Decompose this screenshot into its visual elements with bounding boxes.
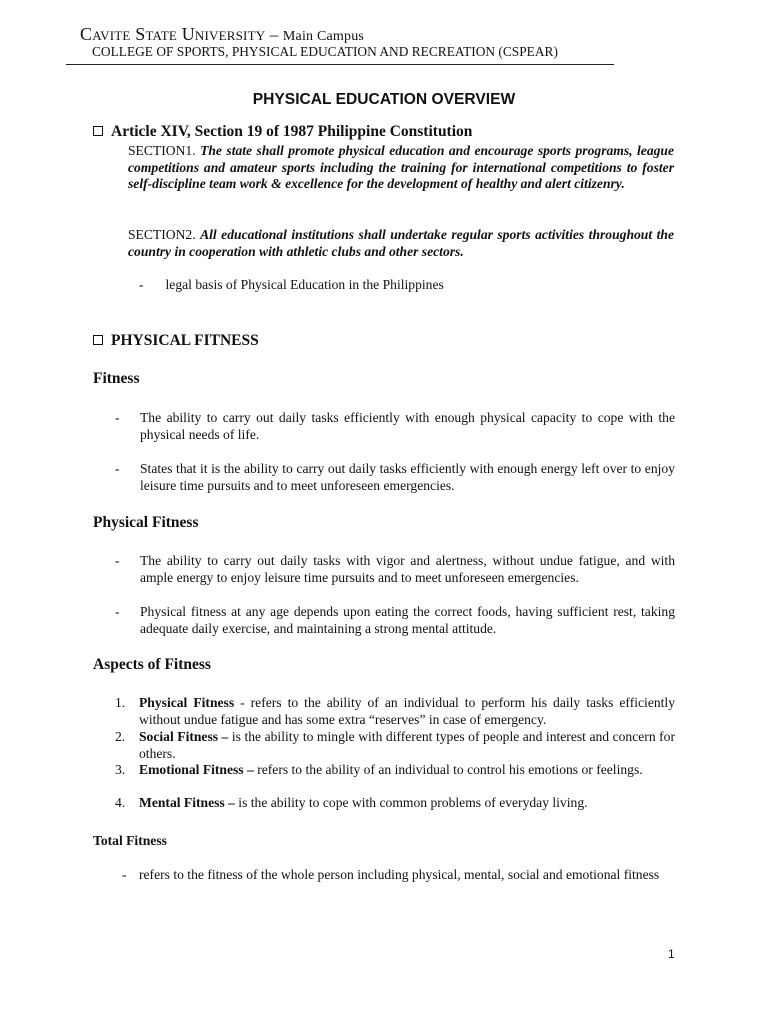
dash-bullet: - bbox=[122, 867, 127, 882]
checkbox-bullet-icon bbox=[93, 335, 103, 345]
fitness-item-1: The ability to carry out daily tasks efficiently with enough physical capacity to cope with the physical needs of life. bbox=[140, 410, 675, 442]
aspects-heading: Aspects of Fitness bbox=[93, 656, 211, 673]
university-u: U bbox=[181, 24, 195, 44]
fitness-item-2: States that it is the ability to carry out daily tasks efficiently with enough energy left over to enjoy leisure time pursuits and to meet unforeseen emergencies. bbox=[140, 461, 675, 493]
university-s: S bbox=[135, 24, 146, 44]
pf-item-1: The ability to carry out daily tasks with vigor and alertness, without undue fatigue, and with ample energy to enjoy leisure time pursuits and to meet unforeseen emergencies. bbox=[140, 553, 675, 585]
article-heading bbox=[93, 123, 472, 141]
college-name: COLLEGE OF SPORTS, PHYSICAL EDUCATION AND RECREATION (CSPEAR) bbox=[92, 44, 558, 59]
dash-bullet: - bbox=[139, 277, 144, 292]
list-item bbox=[122, 866, 675, 883]
section1-text: The state shall promote physical education and encourage sports programs, league competitions and amateur sports including the training for international competitions to foster self-discipline team work & excellence for the development of healthy and alert citizenry. bbox=[128, 143, 675, 191]
aspect-desc: is the ability to mingle with different types of people and interest and concern for others. bbox=[139, 729, 675, 761]
checkbox-bullet-icon bbox=[93, 126, 103, 136]
physical-fitness-heading bbox=[93, 332, 259, 350]
total-fitness-heading: Total Fitness bbox=[93, 833, 167, 848]
section2-label: SECTION2. bbox=[128, 227, 201, 242]
aspect-item bbox=[115, 729, 675, 762]
physical-fitness-heading-text: PHYSICAL FITNESS bbox=[111, 332, 259, 349]
aspect-number: 1. bbox=[115, 695, 126, 710]
aspect-item bbox=[115, 795, 675, 812]
page-number: 1 bbox=[668, 947, 675, 961]
list-item bbox=[115, 552, 675, 586]
fitness-heading: Fitness bbox=[93, 370, 140, 387]
university-rest1: avite bbox=[92, 24, 136, 44]
aspect-term: Social Fitness – bbox=[139, 729, 229, 744]
header-rule bbox=[66, 64, 614, 65]
dash-bullet: - bbox=[115, 410, 120, 425]
section1-label: SECTION1. bbox=[128, 143, 201, 158]
university-name bbox=[80, 24, 364, 45]
section1-paragraph bbox=[128, 143, 674, 193]
aspect-number: 2. bbox=[115, 729, 126, 744]
dash-bullet: - bbox=[115, 553, 120, 568]
pf-item-2: Physical fitness at any age depends upon eating the correct foods, having sufficient rest, taking adequate daily exercise, and maintaining a strong mental attitude. bbox=[140, 604, 675, 636]
aspect-term: Physical Fitness bbox=[139, 695, 235, 710]
aspect-desc: - refers to the ability of an individual to perform his daily tasks efficiently without undue fatigue and has some extra “reserves” in case of emergency. bbox=[139, 695, 676, 727]
aspect-term: Emotional Fitness – bbox=[139, 762, 254, 777]
header-dash: – bbox=[265, 25, 283, 44]
aspect-number: 3. bbox=[115, 762, 126, 777]
aspect-desc: refers to the ability of an individual to control his emotions or feelings. bbox=[253, 762, 643, 777]
campus-name: Main Campus bbox=[282, 29, 365, 44]
article-heading-text: Article XIV, Section 19 of 1987 Philippine Constitution bbox=[111, 123, 473, 140]
university-rest2: tate bbox=[145, 24, 182, 44]
dash-bullet: - bbox=[115, 461, 120, 476]
total-fitness-text: refers to the fitness of the whole person including physical, mental, social and emotional fitness bbox=[139, 867, 660, 882]
aspect-item bbox=[115, 695, 675, 728]
aspect-number: 4. bbox=[115, 795, 126, 810]
aspect-item bbox=[115, 762, 675, 779]
list-item bbox=[115, 460, 675, 494]
university-c: C bbox=[80, 24, 93, 44]
aspect-desc: is the ability to cope with common problems of everyday living. bbox=[234, 795, 588, 810]
list-item bbox=[115, 409, 675, 443]
section2-paragraph bbox=[128, 227, 674, 260]
legal-basis-item bbox=[139, 276, 444, 293]
section2-text: All educational institutions shall undertake regular sports activities throughout the country in cooperation with athletic clubs and other sectors. bbox=[128, 227, 674, 259]
legal-basis-text: legal basis of Physical Education in the Philippines bbox=[165, 277, 444, 292]
list-item bbox=[115, 603, 675, 637]
dash-bullet: - bbox=[115, 604, 120, 619]
university-rest3: niversity bbox=[194, 24, 266, 44]
aspect-term: Mental Fitness – bbox=[139, 795, 235, 810]
physical-fitness-subheading: Physical Fitness bbox=[93, 514, 199, 531]
page-title: PHYSICAL EDUCATION OVERVIEW bbox=[252, 91, 516, 108]
